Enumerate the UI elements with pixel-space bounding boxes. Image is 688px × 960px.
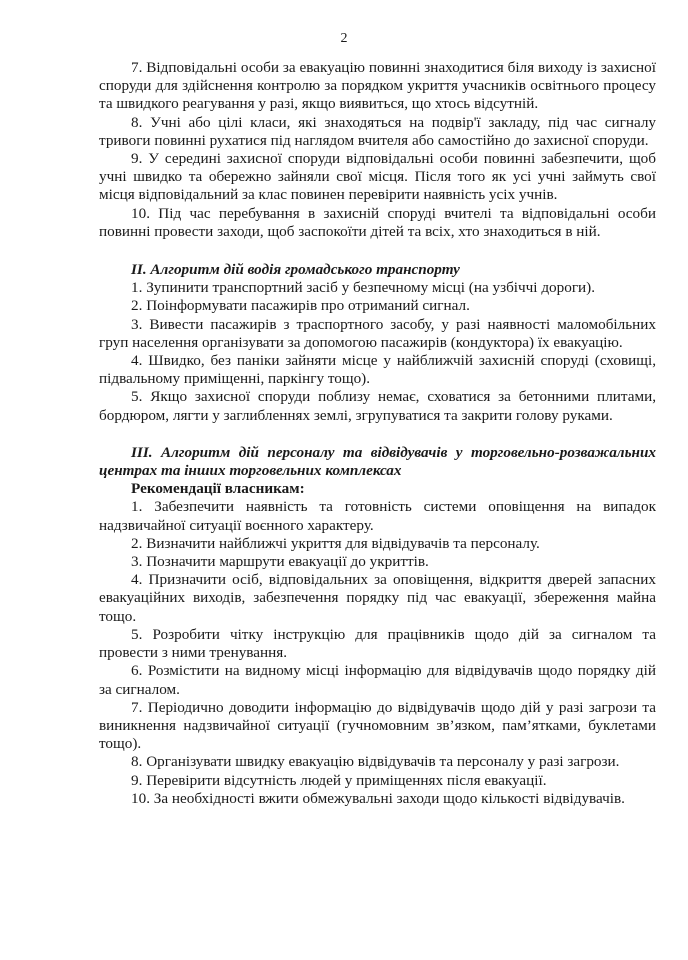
- document-body: [99, 59, 656, 808]
- section1-item: 10. Під час перебування в захисній споруді вчителі та відповідальні особи повинні провести заходи, щоб заспокоїти дітей та всіх, хто знаходиться в ній.: [99, 204, 656, 240]
- section2-item: 1. Зупинити транспортний засіб у безпечному місці (на узбіччі дороги).: [131, 279, 596, 297]
- section3-subtitle: Рекомендації власникам:: [131, 480, 305, 498]
- section2-item: 5. Якщо захисної споруди поблизу немає, сховатися за бетонними плитами, бордюром, лягти у заглибленнях землі, згрупуватися та закрити голову руками.: [99, 388, 656, 424]
- section3-item: 4. Призначити осіб, відповідальних за оповіщення, відкриття дверей запасних евакуаційних виходів, забезпечення порядку під час евакуації, збереження майна тощо.: [99, 571, 656, 625]
- section3-item: 7. Періодично доводити інформацію до відвідувачів щодо дій у разі загрози та виникнення надзвичайної ситуації (гучномовним зв’язком, пам’ятками, буклетами тощо).: [99, 698, 656, 753]
- page-number: 2: [340, 31, 348, 46]
- section3-item: 10. За необхідності вжити обмежувальні заходи щодо кількості відвідувачів.: [131, 789, 625, 807]
- section3-item: 3. Позначити маршрути евакуації до укриттів.: [131, 553, 429, 571]
- section3-item: 5. Розробити чітку інструкцію для працівників щодо дій за сигналом та провести з ними тренування.: [99, 625, 656, 662]
- section3-item: 9. Перевірити відсутність людей у приміщеннях після евакуації.: [131, 771, 547, 789]
- section2-item: 4. Швидко, без паніки зайняти місце у найближчій захисній споруді (сховищі, підвальному приміщенні, паркінгу тощо).: [99, 352, 656, 388]
- section3-item: 6. Розмістити на видному місці інформацію для відвідувачів щодо порядку дій за сигналом.: [99, 662, 656, 698]
- section3-item: 2. Визначити найближчі укриття для відвідувачів та персоналу.: [131, 534, 540, 552]
- section3-item: 8. Організувати швидку евакуацію відвідувачів та персоналу у разі загрози.: [131, 753, 620, 771]
- section1-item: 8. Учні або цілі класи, які знаходяться на подвір'ї закладу, під час сигналу тривоги повинні рухатися під наглядом вчителя або самостійно до захисної споруди.: [99, 113, 656, 149]
- section3-item: 1. Забезпечити наявність та готовність системи оповіщення на випадок надзвичайної ситуації воєнного характеру.: [99, 498, 656, 534]
- section2-title: II. Алгоритм дій водія громадського транспорту: [131, 261, 460, 279]
- section2-item: 2. Поінформувати пасажирів про отриманий сигнал.: [131, 297, 470, 315]
- section3-title: III. Алгоритм дій персоналу та відвідувачів у торговельно-розважальних центрах та інших торговельних комплексах: [99, 443, 656, 480]
- section1-item: 7. Відповідальні особи за евакуацію повинні знаходитися біля виходу із захисної споруди для здійснення контролю за порядком укриття учасників освітнього процесу та швидкого реагування у разі, якщо виявиться, що хтось відсутній.: [99, 59, 656, 113]
- section1-item: 9. У середині захисної споруди відповідальні особи повинні забезпечити, щоб учні швидко та обережно зайняли свої місця. Після того як усі учні займуть свої місця відповідальний за клас повинен перевірити наявність усіх учнів.: [99, 150, 656, 204]
- section2-item: 3. Вивести пасажирів з траспортного засобу, у разі наявності маломобільних груп населення організувати за допомогою пасажирів (кондуктора) їх евакуацію.: [99, 315, 656, 351]
